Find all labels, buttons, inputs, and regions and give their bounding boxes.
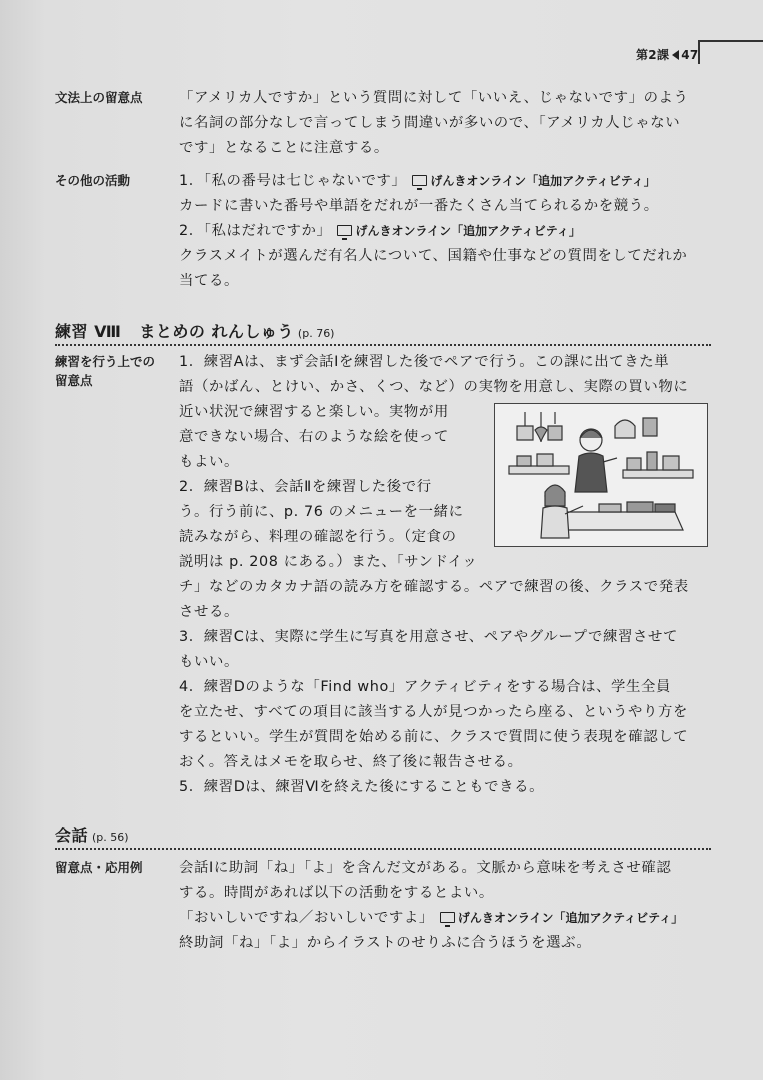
genki-online-link: げんきオンライン「追加アクティビティ」 — [355, 224, 581, 238]
text-line: 終助詞「ね」「よ」からイラストのせりふに合うほうを選ぶ。 — [179, 935, 592, 951]
label-line: 留意点 — [55, 373, 93, 388]
text-line: 意できない場合、右のような絵を使って — [179, 429, 449, 445]
text-line: クラスメイトが選んだ有名人について、国籍や仕事などの質問をしてだれか — [179, 248, 688, 264]
text-line: 説明は p. 208 にある。）また、「サンドイッ — [179, 554, 478, 570]
text-line: もよい。 — [179, 454, 239, 470]
text-line: する。時間があれば以下の活動をするとよい。 — [179, 885, 494, 901]
lesson-number: 第2課 — [636, 48, 670, 62]
text-line: チ」などのカタカナ語の読み方を確認する。ペアで練習の後、クラスで発表 — [179, 579, 689, 595]
page-number: 47 — [681, 48, 699, 62]
section-title — [55, 823, 129, 846]
text-line: 3．練習Cは、実際に学生に写真を用意させ、ペアやグループで練習させて — [179, 629, 678, 645]
header-rule — [698, 40, 763, 42]
text-line: 4．練習Dのような「Find who」アクティビティをする場合は、学生全員 — [179, 679, 672, 695]
text-line: おく。答えはメモを取らせ、終了後に報告させる。 — [179, 754, 523, 770]
shopping-illustration — [494, 403, 708, 547]
renshu-section-heading — [55, 320, 711, 346]
text-line: させる。 — [179, 604, 239, 620]
text-line: 近い状況で練習すると楽しい。実物が用 — [179, 404, 449, 420]
kaiwa-notes-body — [179, 856, 715, 956]
left-triangle-icon — [672, 50, 679, 60]
shop-scene-drawing — [495, 404, 707, 546]
text-line: 5．練習Dは、練習Ⅵを終えた後にすることもできる。 — [179, 779, 545, 795]
text-line: 語（かばん、とけい、かさ、くつ、など）の実物を用意し、実際の買い物に — [179, 379, 689, 395]
other-activities-body — [179, 169, 715, 294]
text-line: を立たせ、すべての項目に該当する人が見つかったら座る、というやり方を — [179, 704, 688, 720]
grammar-notes-body — [179, 86, 715, 161]
section-name: 会話 — [55, 826, 89, 845]
activity-title: 2．「私はだれですか」 — [179, 223, 332, 239]
genki-online-link: げんきオンライン「追加アクティビティ」 — [430, 174, 656, 188]
kaiwa-notes-label: 留意点・応用例 — [55, 860, 143, 875]
section-title — [55, 319, 334, 342]
text-line: 当てる。 — [179, 273, 239, 289]
kaiwa-section-heading — [55, 824, 711, 850]
text-line: 読みながら、料理の確認を行う。（定食の — [179, 529, 457, 545]
section-subtitle: まとめの れんしゅう — [139, 322, 294, 341]
text-line: 1．練習Aは、まず会話Ⅰを練習した後でペアで行う。この課に出てきた単 — [179, 354, 670, 370]
activity-title: 1．「私の番号は七じゃないです」 — [179, 173, 407, 189]
page-ref: (p. 56) — [92, 831, 129, 844]
text-line: するといい。学生が質問を始める前に、クラスで質問に使う表現を確認して — [179, 729, 689, 745]
text-line: う。行う前に、p. 76 のメニューを一緒に — [179, 504, 464, 520]
activity-item-1 — [179, 169, 715, 194]
renshu-notes-label — [55, 352, 173, 390]
monitor-icon — [440, 912, 455, 923]
label-line: 練習を行う上での — [55, 354, 156, 369]
text-line: です」となることに注意する。 — [179, 140, 389, 156]
text-line: 会話Ⅰに助詞「ね」「よ」を含んだ文がある。文脈から意味を考えさせ確認 — [179, 860, 672, 876]
monitor-icon — [337, 225, 352, 236]
text-line: もいい。 — [179, 654, 239, 670]
activity-item-2 — [179, 219, 715, 244]
genki-online-link: げんきオンライン「追加アクティビティ」 — [457, 911, 684, 925]
text-line: に名詞の部分なしで言ってしまう間違いが多いので、「アメリカ人じゃない — [179, 115, 681, 131]
monitor-icon — [412, 175, 427, 186]
page-reference — [636, 46, 699, 63]
page-header — [620, 40, 763, 66]
text-line: 2．練習Bは、会話Ⅱを練習した後で行 — [179, 479, 432, 495]
page-ref: (p. 76) — [297, 327, 335, 340]
text-line: 「アメリカ人ですか」という質問に対して「いいえ、じゃないです」のよう — [179, 90, 689, 106]
activity-title: 「おいしいですね／おいしいですよ」 — [179, 910, 434, 926]
activity-item — [179, 906, 715, 931]
section-number: 練習 Ⅷ — [55, 322, 122, 341]
grammar-notes-label: 文法上の留意点 — [55, 90, 143, 105]
other-activities-label: その他の活動 — [55, 173, 131, 188]
text-line: カードに書いた番号や単語をだれが一番たくさん当てられるかを競う。 — [179, 198, 659, 214]
